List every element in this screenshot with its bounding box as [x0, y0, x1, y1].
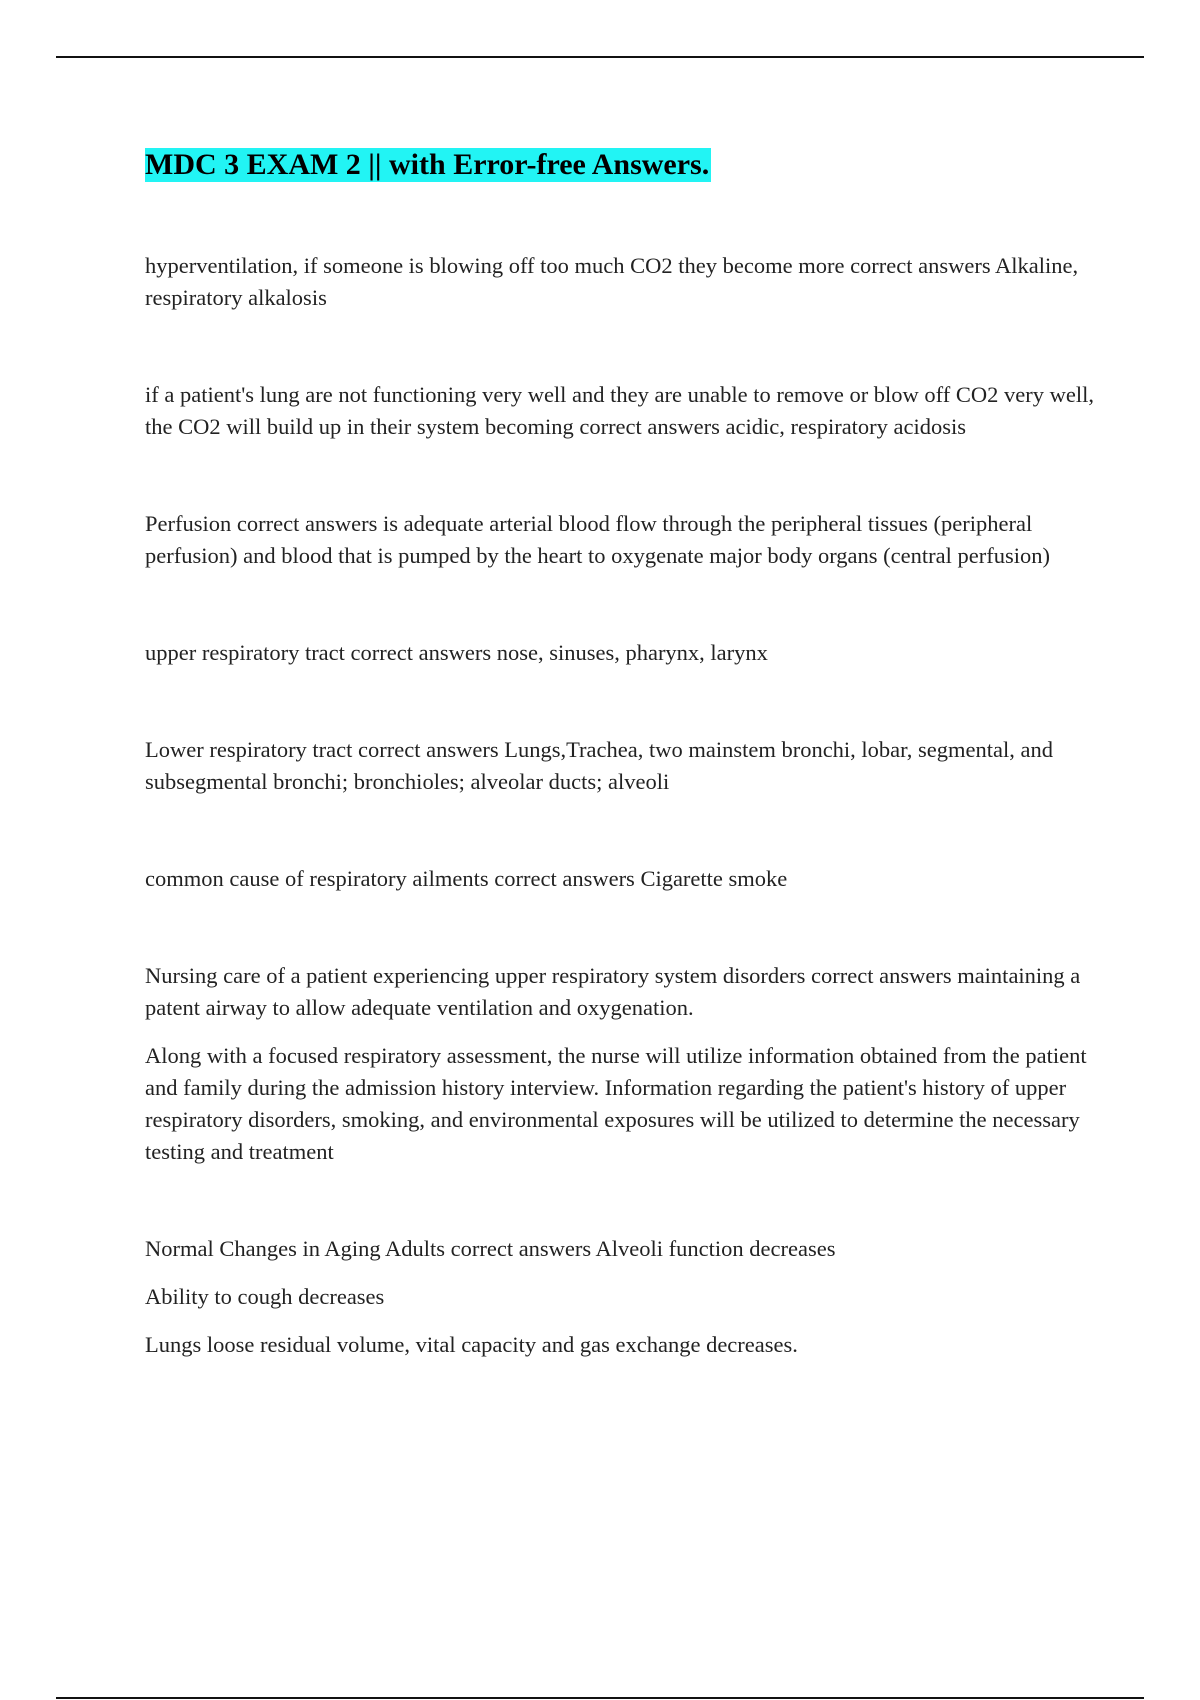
qa-paragraph: Along with a focused respiratory assessment, the nurse will utilize information obtained from the patient and family during the admission history interview. Information regarding the patient's history of upper respiratory disorders, smoking, and environmental exposures will be utilized to determine the necessary testing and treatment — [145, 1043, 1087, 1164]
qa-entry — [145, 863, 1095, 895]
qa-paragraph: Perfusion correct answers is adequate arterial blood flow through the peripheral tissues (peripheral perfusion) and blood that is pumped by the heart to oxygenate major body organs (central perfusion) — [145, 511, 1050, 568]
qa-paragraph: if a patient's lung are not functioning very well and they are unable to remove or blow off CO2 very well, the CO2 will build up in their system becoming correct answers acidic, respiratory acidosis — [145, 382, 1094, 439]
qa-entry — [145, 379, 1095, 443]
qa-entry — [145, 637, 1095, 669]
qa-paragraph: Ability to cough decreases — [145, 1284, 385, 1309]
qa-entry — [145, 250, 1095, 314]
qa-entry — [145, 734, 1095, 798]
qa-paragraph: Lower respiratory tract correct answers Lungs,Trachea, two mainstem bronchi, lobar, segmental, and subsegmental bronchi; bronchioles; alveolar ducts; alveoli — [145, 737, 1053, 794]
qa-entry — [145, 960, 1095, 1168]
qa-entry — [145, 1233, 1095, 1361]
header-rule — [56, 56, 1144, 58]
qa-paragraph: Normal Changes in Aging Adults correct answers Alveoli function decreases — [145, 1236, 836, 1261]
qa-paragraph: common cause of respiratory ailments correct answers Cigarette smoke — [145, 866, 788, 891]
qa-list — [145, 250, 1095, 1361]
document-body — [145, 148, 1095, 1426]
document-title: MDC 3 EXAM 2 || with Error-free Answers. — [145, 148, 710, 181]
qa-paragraph: upper respiratory tract correct answers nose, sinuses, pharynx, larynx — [145, 640, 768, 665]
qa-paragraph: hyperventilation, if someone is blowing off too much CO2 they become more correct answers Alkaline, respiratory alkalosis — [145, 253, 1079, 310]
qa-entry — [145, 508, 1095, 572]
footer-rule — [56, 1697, 1144, 1699]
qa-paragraph: Nursing care of a patient experiencing upper respiratory system disorders correct answers maintaining a patent airway to allow adequate ventilation and oxygenation. — [145, 963, 1081, 1020]
qa-paragraph: Lungs loose residual volume, vital capacity and gas exchange decreases. — [145, 1332, 798, 1357]
